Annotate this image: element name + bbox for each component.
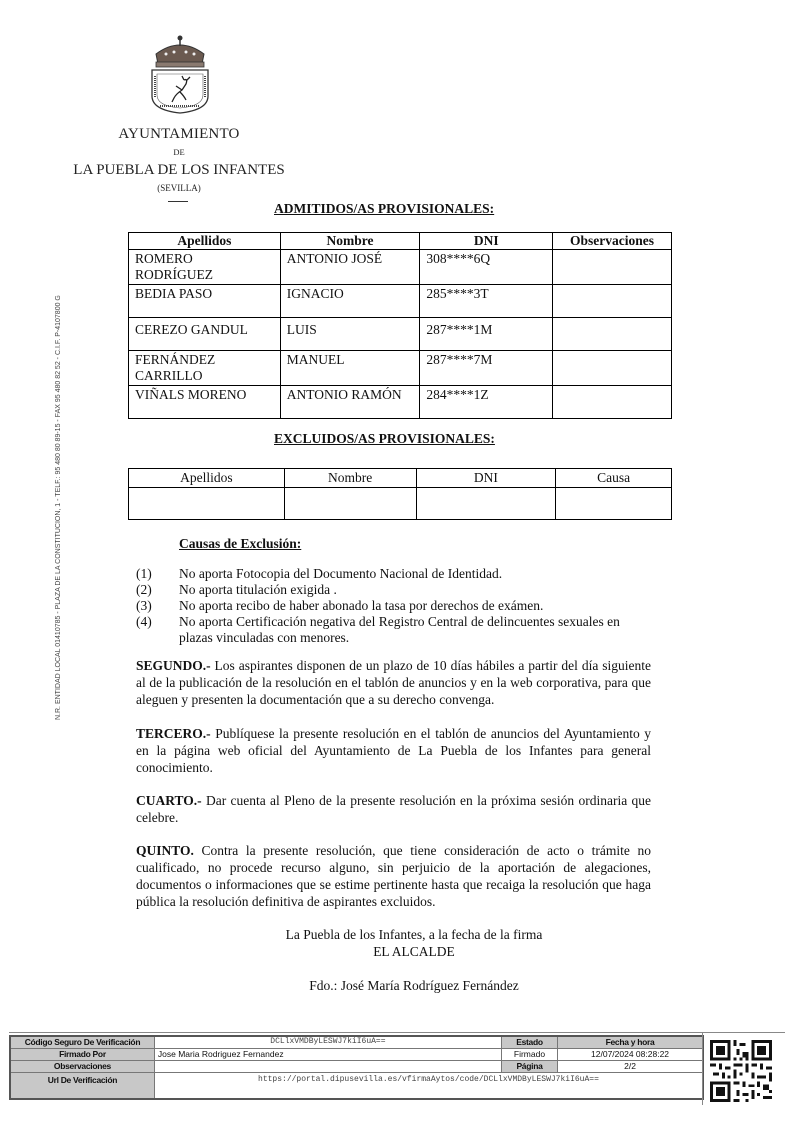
cell-apellidos: FERNÁNDEZ CARRILLO <box>129 351 281 386</box>
column-header-causa: Causa <box>556 469 672 488</box>
column-header-dni: DNI <box>416 469 556 488</box>
table-row <box>129 386 672 419</box>
verification-table <box>9 1035 704 1100</box>
column-header-nombre: Nombre <box>280 233 420 250</box>
excluded-table <box>128 468 672 520</box>
cell-dni: 287****1M <box>420 318 553 351</box>
status-value: Firmado <box>501 1048 557 1060</box>
column-header-apellidos: Apellidos <box>129 469 285 488</box>
observations-label: Observaciones <box>10 1060 154 1072</box>
verification-url-link[interactable]: https://portal.dipusevilla.es/vfirmaAytos/code/DCLlxVMDByLESWJ7kiI6uA== <box>154 1072 703 1099</box>
paragraph-lead: TERCERO.- <box>136 726 211 741</box>
observations-value <box>154 1060 501 1072</box>
cause-text: No aporta Fotocopia del Documento Nacional de Identidad. <box>179 566 503 581</box>
datetime-value: 12/07/2024 08:28:22 <box>558 1048 703 1060</box>
signature-place-date: La Puebla de los Infantes, a la fecha de la firma <box>285 927 543 942</box>
cause-text: No aporta Certificación negativa del Registro Central de delincuentes sexuales en plazas vinculadas con menores. <box>179 614 620 645</box>
paragraph-lead: SEGUNDO.- <box>136 658 211 673</box>
list-item <box>136 582 676 598</box>
column-header-apellidos: Apellidos <box>129 233 281 250</box>
paragraph-cuarto <box>136 792 651 826</box>
cell-nombre: IGNACIO <box>280 285 420 318</box>
paragraph-text: Publíquese la presente resolución en el tablón de anuncios del Ayuntamiento y en la página web oficial del Ayuntamiento de La Puebla de los Infantes para general conocimiento. <box>136 726 651 775</box>
cause-number: (3) <box>136 598 152 613</box>
cause-number: (2) <box>136 582 152 597</box>
cell-dni: 308****6Q <box>420 250 553 285</box>
list-item <box>136 566 676 582</box>
qr-divider <box>702 1033 703 1105</box>
csv-value: DCLlxVMDByLESWJ7kiI6uA== <box>154 1036 501 1048</box>
verification-row-observations <box>10 1060 703 1072</box>
column-header-dni: DNI <box>420 233 553 250</box>
cell-apellidos: ROMERO RODRÍGUEZ <box>129 250 281 285</box>
cause-number: (1) <box>136 566 152 581</box>
cell-nombre: MANUEL <box>280 351 420 386</box>
letterhead-line-ayuntamiento: AYUNTAMIENTO <box>118 126 240 142</box>
cell-observaciones <box>553 285 672 318</box>
list-item <box>136 614 676 646</box>
qr-code-icon[interactable] <box>710 1040 772 1102</box>
signature-signed-by: Fdo.: José María Rodríguez Fernández <box>309 978 519 993</box>
page-label: Página <box>501 1060 557 1072</box>
paragraph-text: Contra la presente resolución, que tiene consideración de acto o trámite no cualificado, no procede recurso alguno, sin perjuicio de la aportación de alegaciones, documentos o informaciones que se estime pertinente hasta que recaiga la resolución que haga pública la resolución definitiva de aspirantes excluidos. <box>136 843 651 909</box>
cell-nombre <box>284 488 416 520</box>
verification-footer <box>9 1032 785 1104</box>
cell-apellidos: BEDIA PASO <box>129 285 281 318</box>
cause-text: No aporta titulación exigida . <box>179 582 337 597</box>
paragraph-quinto <box>136 842 651 910</box>
cell-dni: 284****1Z <box>420 386 553 419</box>
cell-apellidos <box>129 488 285 520</box>
table-row <box>129 488 672 520</box>
paragraph-text: Los aspirantes disponen de un plazo de 10 días hábiles a partir del día siguiente al de la publicación de la resolución en el tablón de anuncios y en la web corporativa, para que aleguen y presenten la documentación que a su derecho convenga. <box>136 658 651 707</box>
admitted-table <box>128 232 672 419</box>
table-row <box>129 285 672 318</box>
cell-nombre: LUIS <box>280 318 420 351</box>
letterhead-line-town: LA PUEBLA DE LOS INFANTES <box>73 162 285 178</box>
admitted-section-title: ADMITIDOS/AS PROVISIONALES: <box>274 201 495 216</box>
admitted-table-header <box>129 233 672 250</box>
excluded-table-header <box>129 469 672 488</box>
paragraph-lead: CUARTO.- <box>136 793 202 808</box>
municipal-coat-of-arms-icon <box>146 34 214 114</box>
paragraph-tercero <box>136 725 651 776</box>
paragraph-text: Dar cuenta al Pleno de la presente resolución en la próxima sesión ordinaria que celebre. <box>136 793 651 825</box>
page-value: 2/2 <box>558 1060 703 1072</box>
cell-apellidos: CEREZO GANDUL <box>129 318 281 351</box>
verification-row-signer <box>10 1048 703 1060</box>
table-row <box>129 351 672 386</box>
url-label: Url De Verificación <box>10 1072 154 1099</box>
cause-number: (4) <box>136 614 152 629</box>
table-row <box>129 250 672 285</box>
csv-label: Código Seguro De Verificación <box>10 1036 154 1048</box>
cell-apellidos: VIÑALS MORENO <box>129 386 281 419</box>
letterhead-divider <box>168 201 188 202</box>
excluded-section-title: EXCLUIDOS/AS PROVISIONALES: <box>274 431 495 446</box>
status-label: Estado <box>501 1036 557 1048</box>
cell-nombre: ANTONIO JOSÉ <box>280 250 420 285</box>
paragraph-lead: QUINTO. <box>136 843 194 858</box>
signed-by-label: Firmado Por <box>10 1048 154 1060</box>
datetime-label: Fecha y hora <box>558 1036 703 1048</box>
signed-by-value: Jose Maria Rodriguez Fernandez <box>154 1048 501 1060</box>
cell-dni: 287****7M <box>420 351 553 386</box>
cell-nombre: ANTONIO RAMÓN <box>280 386 420 419</box>
cell-dni: 285****3T <box>420 285 553 318</box>
cell-observaciones <box>553 386 672 419</box>
column-header-nombre: Nombre <box>284 469 416 488</box>
cell-observaciones <box>553 318 672 351</box>
cell-causa <box>556 488 672 520</box>
side-legal-text: N.R. ENTIDAD LOCAL 01410785 - PLAZA DE LA CONSTITUCION, 1 - TELF.: 95 480 80 89-15 - FAX 95 480 82 52 - C.I.F. P-4107800 G <box>55 295 62 720</box>
table-row <box>129 318 672 351</box>
column-header-observaciones: Observaciones <box>553 233 672 250</box>
paragraph-segundo <box>136 657 651 708</box>
cell-dni <box>416 488 556 520</box>
verification-row-url <box>10 1072 703 1099</box>
causes-title: Causas de Exclusión: <box>179 536 302 551</box>
cell-observaciones <box>553 351 672 386</box>
causes-list <box>136 566 676 646</box>
verification-row-csv <box>10 1036 703 1048</box>
letterhead-line-province: (SEVILLA) <box>157 183 201 193</box>
letterhead-line-de: DE <box>173 147 185 157</box>
list-item <box>136 598 676 614</box>
cause-text: No aporta recibo de haber abonado la tasa por derechos de exámen. <box>179 598 544 613</box>
cell-observaciones <box>553 250 672 285</box>
signature-role: EL ALCALDE <box>373 944 455 959</box>
